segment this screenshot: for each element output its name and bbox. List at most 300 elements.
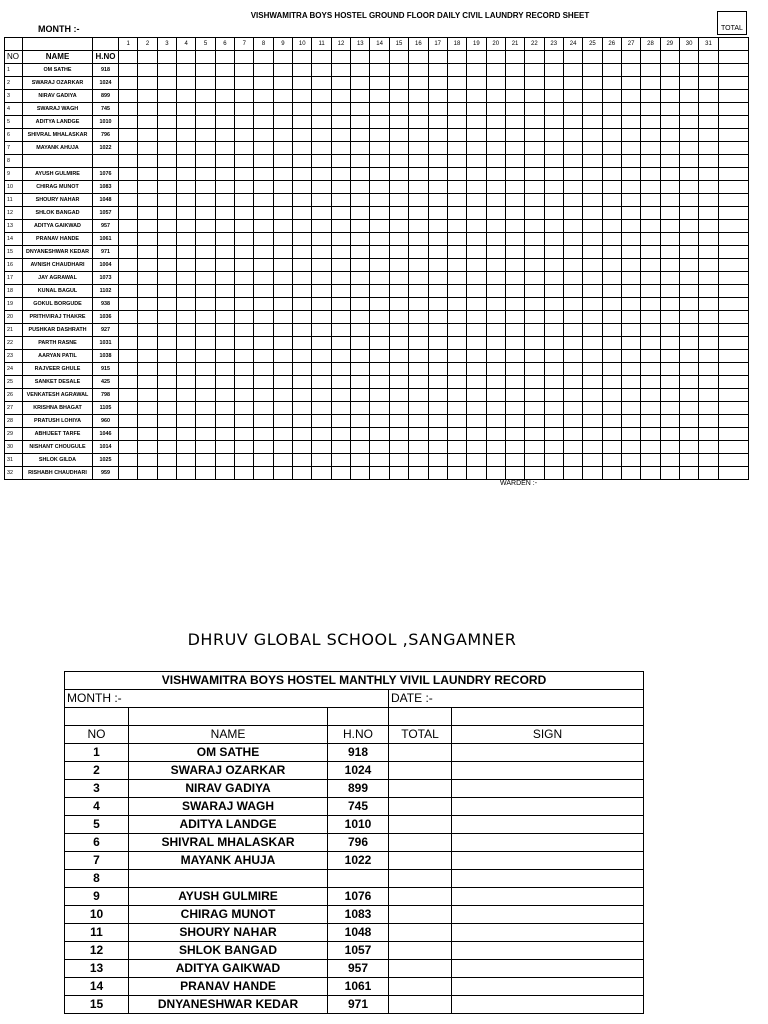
sign-cell	[452, 798, 644, 816]
entry-cell	[370, 207, 389, 220]
entry-cell	[215, 428, 234, 441]
entry-cell	[679, 324, 698, 337]
entry-cell	[602, 220, 621, 233]
entry-cell	[699, 103, 718, 116]
day-header: 4	[177, 38, 196, 51]
entry-cell	[602, 77, 621, 90]
entry-cell	[621, 285, 640, 298]
entry-cell	[428, 116, 447, 129]
day-header: 27	[621, 38, 640, 51]
entry-cell	[196, 272, 215, 285]
entry-cell	[293, 103, 312, 116]
entry-cell	[447, 389, 466, 402]
table-row	[5, 428, 749, 441]
entry-cell	[699, 116, 718, 129]
entry-cell	[293, 233, 312, 246]
entry-cell	[447, 129, 466, 142]
entry-cell	[563, 142, 582, 155]
entry-cell	[544, 116, 563, 129]
entry-cell	[428, 454, 447, 467]
entry-cell	[621, 376, 640, 389]
entry-cell	[467, 441, 486, 454]
entry-cell	[331, 103, 350, 116]
entry-cell	[718, 207, 748, 220]
entry-cell	[177, 324, 196, 337]
entry-cell	[660, 129, 679, 142]
entry-cell	[544, 363, 563, 376]
entry-cell	[196, 77, 215, 90]
entry-cell	[138, 233, 157, 246]
entry-cell	[467, 142, 486, 155]
entry-cell	[235, 155, 254, 168]
student-no: 1	[65, 744, 129, 762]
entry-cell	[370, 324, 389, 337]
entry-cell	[293, 415, 312, 428]
entry-cell	[312, 64, 331, 77]
entry-cell	[621, 220, 640, 233]
entry-cell	[409, 285, 428, 298]
entry-cell	[718, 194, 748, 207]
entry-cell	[602, 233, 621, 246]
entry-cell	[157, 77, 176, 90]
entry-cell	[331, 129, 350, 142]
student-hno: 899	[328, 780, 389, 798]
entry-cell	[447, 77, 466, 90]
entry-cell	[351, 77, 370, 90]
entry-cell	[138, 64, 157, 77]
entry-cell	[447, 428, 466, 441]
entry-cell	[544, 233, 563, 246]
entry-cell	[215, 194, 234, 207]
entry-cell	[621, 103, 640, 116]
entry-cell	[389, 389, 408, 402]
entry-cell	[602, 259, 621, 272]
entry-cell	[428, 90, 447, 103]
sign-cell	[452, 780, 644, 798]
entry-cell	[273, 142, 292, 155]
entry-cell	[254, 428, 273, 441]
entry-cell	[254, 207, 273, 220]
entry-cell	[699, 90, 718, 103]
entry-cell	[447, 246, 466, 259]
entry-cell	[235, 194, 254, 207]
student-no: 1	[5, 64, 23, 77]
entry-cell	[370, 311, 389, 324]
entry-cell	[505, 298, 524, 311]
entry-cell	[699, 285, 718, 298]
entry-cell	[679, 285, 698, 298]
entry-cell	[409, 233, 428, 246]
entry-cell	[428, 298, 447, 311]
entry-cell	[312, 90, 331, 103]
entry-cell	[215, 285, 234, 298]
table-row	[65, 978, 644, 996]
entry-cell	[467, 350, 486, 363]
entry-cell	[157, 103, 176, 116]
student-name: VENKATESH AGRAWAL	[23, 389, 93, 402]
entry-cell	[235, 181, 254, 194]
entry-cell	[293, 220, 312, 233]
entry-cell	[486, 64, 505, 77]
entry-cell	[505, 103, 524, 116]
day-header: 14	[370, 38, 389, 51]
entry-cell	[699, 298, 718, 311]
entry-cell	[718, 77, 748, 90]
entry-cell	[621, 207, 640, 220]
entry-cell	[428, 324, 447, 337]
entry-cell	[370, 129, 389, 142]
entry-cell	[447, 90, 466, 103]
entry-cell	[563, 181, 582, 194]
day-header: 2	[138, 38, 157, 51]
entry-cell	[235, 311, 254, 324]
entry-cell	[505, 233, 524, 246]
entry-cell	[119, 77, 138, 90]
entry-cell	[370, 168, 389, 181]
entry-cell	[641, 259, 660, 272]
entry-cell	[157, 233, 176, 246]
student-no: 2	[65, 762, 129, 780]
entry-cell	[544, 285, 563, 298]
entry-cell	[119, 142, 138, 155]
entry-cell	[196, 103, 215, 116]
entry-cell	[254, 415, 273, 428]
entry-cell	[563, 207, 582, 220]
blank-cell	[177, 51, 196, 64]
entry-cell	[486, 155, 505, 168]
blank-cell	[505, 51, 524, 64]
entry-cell	[235, 220, 254, 233]
entry-cell	[641, 77, 660, 90]
entry-cell	[467, 220, 486, 233]
entry-cell	[602, 168, 621, 181]
entry-cell	[525, 441, 544, 454]
entry-cell	[602, 376, 621, 389]
entry-cell	[621, 428, 640, 441]
entry-cell	[215, 272, 234, 285]
entry-cell	[409, 194, 428, 207]
entry-cell	[718, 142, 748, 155]
entry-cell	[602, 272, 621, 285]
entry-cell	[660, 441, 679, 454]
entry-cell	[312, 103, 331, 116]
student-no: 2	[5, 77, 23, 90]
table-row	[5, 129, 749, 142]
entry-cell	[254, 272, 273, 285]
entry-cell	[621, 467, 640, 480]
entry-cell	[447, 285, 466, 298]
entry-cell	[254, 311, 273, 324]
entry-cell	[699, 467, 718, 480]
entry-cell	[602, 181, 621, 194]
day-header: 11	[312, 38, 331, 51]
entry-cell	[331, 77, 350, 90]
entry-cell	[331, 337, 350, 350]
student-hno: 1010	[93, 116, 119, 129]
student-hno: 1105	[93, 402, 119, 415]
entry-cell	[177, 194, 196, 207]
entry-cell	[177, 428, 196, 441]
student-name: SWARAJ OZARKAR	[23, 77, 93, 90]
entry-cell	[196, 285, 215, 298]
entry-cell	[196, 402, 215, 415]
student-hno: 1061	[328, 978, 389, 996]
entry-cell	[679, 233, 698, 246]
entry-cell	[351, 194, 370, 207]
table-row	[65, 762, 644, 780]
entry-cell	[583, 415, 602, 428]
entry-cell	[235, 116, 254, 129]
table-row	[5, 220, 749, 233]
table-row	[5, 324, 749, 337]
entry-cell	[447, 363, 466, 376]
table-row	[5, 285, 749, 298]
entry-cell	[138, 311, 157, 324]
entry-cell	[718, 272, 748, 285]
entry-cell	[196, 233, 215, 246]
table-row	[65, 798, 644, 816]
table-row	[5, 142, 749, 155]
entry-cell	[505, 116, 524, 129]
entry-cell	[312, 272, 331, 285]
entry-cell	[389, 129, 408, 142]
entry-cell	[409, 467, 428, 480]
entry-cell	[351, 376, 370, 389]
entry-cell	[273, 168, 292, 181]
entry-cell	[293, 376, 312, 389]
entry-cell	[409, 363, 428, 376]
student-hno: 1061	[93, 233, 119, 246]
total-cell	[389, 816, 452, 834]
entry-cell	[351, 441, 370, 454]
entry-cell	[428, 142, 447, 155]
entry-cell	[486, 298, 505, 311]
entry-cell	[467, 77, 486, 90]
entry-cell	[331, 155, 350, 168]
entry-cell	[177, 272, 196, 285]
entry-cell	[621, 454, 640, 467]
entry-cell	[351, 363, 370, 376]
student-no: 14	[5, 233, 23, 246]
entry-cell	[621, 90, 640, 103]
entry-cell	[718, 402, 748, 415]
entry-cell	[215, 207, 234, 220]
entry-cell	[235, 324, 254, 337]
entry-cell	[660, 181, 679, 194]
blank-cell	[563, 51, 582, 64]
entry-cell	[273, 350, 292, 363]
entry-cell	[544, 64, 563, 77]
entry-cell	[119, 194, 138, 207]
entry-cell	[119, 363, 138, 376]
entry-cell	[447, 220, 466, 233]
entry-cell	[699, 246, 718, 259]
entry-cell	[273, 467, 292, 480]
entry-cell	[254, 220, 273, 233]
entry-cell	[563, 272, 582, 285]
student-no: 13	[65, 960, 129, 978]
entry-cell	[718, 350, 748, 363]
student-hno: 1024	[93, 77, 119, 90]
entry-cell	[273, 220, 292, 233]
entry-cell	[273, 129, 292, 142]
entry-cell	[583, 207, 602, 220]
entry-cell	[699, 142, 718, 155]
day-header: 17	[428, 38, 447, 51]
entry-cell	[138, 103, 157, 116]
entry-cell	[505, 181, 524, 194]
month-label: MONTH :-	[38, 24, 80, 34]
entry-cell	[177, 363, 196, 376]
entry-cell	[563, 90, 582, 103]
entry-cell	[679, 337, 698, 350]
entry-cell	[525, 64, 544, 77]
student-no: 9	[65, 888, 129, 906]
entry-cell	[157, 129, 176, 142]
student-hno: 959	[93, 467, 119, 480]
entry-cell	[486, 116, 505, 129]
col-total-header: TOTAL	[389, 726, 452, 744]
entry-cell	[467, 428, 486, 441]
entry-cell	[196, 194, 215, 207]
entry-cell	[544, 467, 563, 480]
entry-cell	[679, 441, 698, 454]
entry-cell	[196, 64, 215, 77]
entry-cell	[428, 376, 447, 389]
entry-cell	[679, 467, 698, 480]
day-header: 10	[293, 38, 312, 51]
entry-cell	[235, 402, 254, 415]
student-hno: 960	[93, 415, 119, 428]
entry-cell	[525, 181, 544, 194]
entry-cell	[525, 129, 544, 142]
entry-cell	[718, 311, 748, 324]
student-hno: 796	[328, 834, 389, 852]
entry-cell	[428, 415, 447, 428]
table-row	[5, 350, 749, 363]
entry-cell	[389, 116, 408, 129]
entry-cell	[660, 207, 679, 220]
entry-cell	[409, 415, 428, 428]
entry-cell	[273, 90, 292, 103]
entry-cell	[447, 259, 466, 272]
entry-cell	[467, 376, 486, 389]
entry-cell	[351, 168, 370, 181]
entry-cell	[718, 324, 748, 337]
entry-cell	[370, 337, 389, 350]
entry-cell	[447, 194, 466, 207]
blank-cell	[235, 51, 254, 64]
entry-cell	[467, 298, 486, 311]
warden-label: WARDEN :-	[500, 480, 538, 487]
entry-cell	[486, 324, 505, 337]
entry-cell	[428, 311, 447, 324]
entry-cell	[312, 389, 331, 402]
entry-cell	[215, 116, 234, 129]
entry-cell	[138, 155, 157, 168]
entry-cell	[660, 389, 679, 402]
entry-cell	[486, 194, 505, 207]
day-header: 26	[602, 38, 621, 51]
entry-cell	[254, 246, 273, 259]
entry-cell	[621, 298, 640, 311]
entry-cell	[312, 324, 331, 337]
entry-cell	[370, 454, 389, 467]
blank-cell	[5, 38, 23, 51]
entry-cell	[486, 415, 505, 428]
student-hno: 1024	[328, 762, 389, 780]
entry-cell	[389, 454, 408, 467]
entry-cell	[370, 103, 389, 116]
entry-cell	[525, 298, 544, 311]
entry-cell	[215, 363, 234, 376]
entry-cell	[621, 402, 640, 415]
entry-cell	[312, 376, 331, 389]
entry-cell	[679, 90, 698, 103]
entry-cell	[718, 90, 748, 103]
entry-cell	[699, 428, 718, 441]
entry-cell	[602, 90, 621, 103]
entry-cell	[544, 129, 563, 142]
entry-cell	[312, 467, 331, 480]
entry-cell	[679, 155, 698, 168]
entry-cell	[544, 337, 563, 350]
entry-cell	[331, 90, 350, 103]
entry-cell	[370, 285, 389, 298]
entry-cell	[196, 428, 215, 441]
entry-cell	[119, 129, 138, 142]
student-hno: 938	[93, 298, 119, 311]
entry-cell	[177, 116, 196, 129]
entry-cell	[563, 441, 582, 454]
entry-cell	[138, 194, 157, 207]
entry-cell	[370, 194, 389, 207]
entry-cell	[196, 415, 215, 428]
entry-cell	[583, 350, 602, 363]
entry-cell	[196, 350, 215, 363]
entry-cell	[215, 467, 234, 480]
day-header: 24	[563, 38, 582, 51]
entry-cell	[583, 181, 602, 194]
entry-cell	[157, 259, 176, 272]
entry-cell	[641, 454, 660, 467]
entry-cell	[138, 376, 157, 389]
entry-cell	[505, 389, 524, 402]
student-name: PRATUSH LOHIYA	[23, 415, 93, 428]
entry-cell	[312, 454, 331, 467]
entry-cell	[351, 467, 370, 480]
entry-cell	[641, 376, 660, 389]
day-header: 29	[660, 38, 679, 51]
entry-cell	[312, 155, 331, 168]
entry-cell	[351, 116, 370, 129]
entry-cell	[505, 311, 524, 324]
entry-cell	[467, 168, 486, 181]
entry-cell	[486, 402, 505, 415]
student-no: 11	[65, 924, 129, 942]
entry-cell	[370, 259, 389, 272]
entry-cell	[641, 142, 660, 155]
entry-cell	[215, 376, 234, 389]
entry-cell	[389, 428, 408, 441]
entry-cell	[293, 77, 312, 90]
entry-cell	[641, 181, 660, 194]
entry-cell	[157, 454, 176, 467]
entry-cell	[525, 272, 544, 285]
total-cell	[389, 888, 452, 906]
entry-cell	[254, 181, 273, 194]
student-name	[23, 155, 93, 168]
